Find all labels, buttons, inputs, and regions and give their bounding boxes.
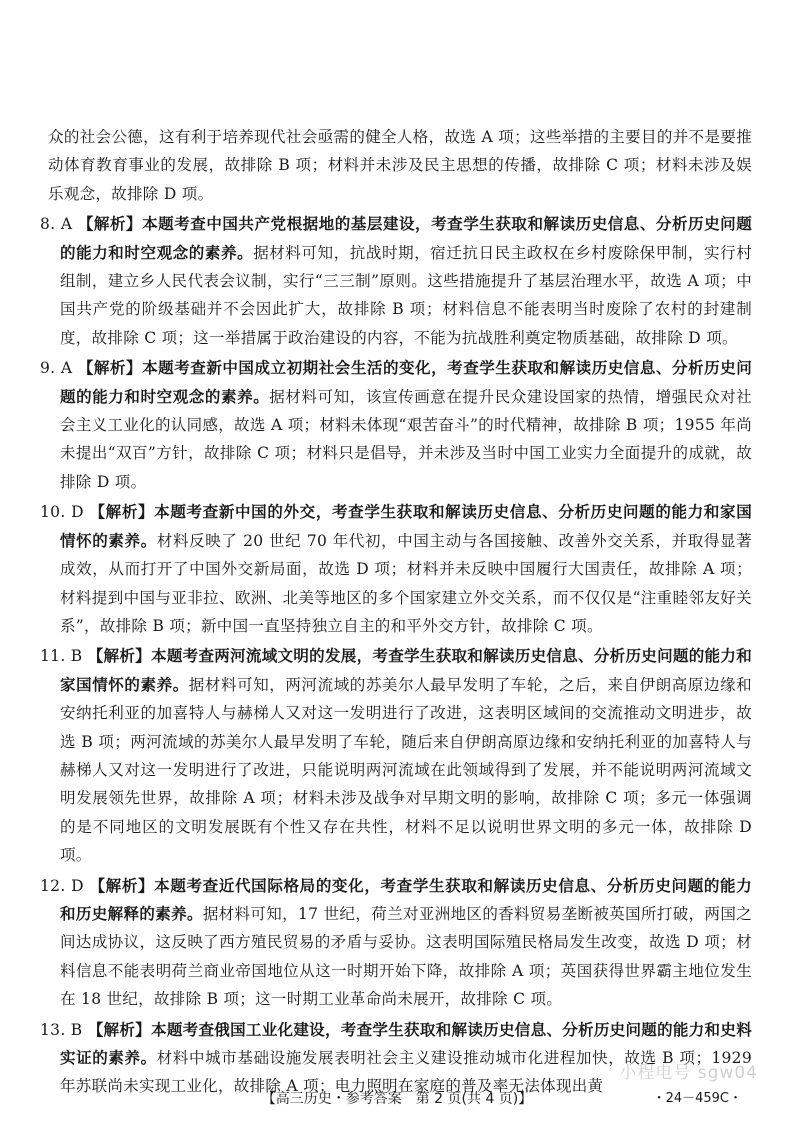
- analysis-tag: 【解析】: [87, 646, 151, 666]
- analysis-tag: 【解析】: [89, 502, 155, 522]
- watermark-text: 小程电号 sgw04: [619, 1063, 758, 1083]
- answer-item-11: [40, 642, 752, 869]
- analysis-lead: 本题考查近代国际格局的变化，考查学生获取和解读历史信息、分析历史问题的能力和历史解释的素养。: [60, 875, 752, 923]
- answer-number: 11. B: [40, 647, 83, 666]
- analysis-lead: 本题考查两河流域文明的发展，考查学生获取和解读历史信息、分析历史问题的能力和家国情怀的素养。: [60, 646, 752, 694]
- analysis-tag: 【解析】: [87, 1019, 151, 1039]
- analysis-lead: 本题考查中国共产党根据地的基层建设，考查学生获取和解读历史信息、分析历史问题的能力和时空观念的素养。: [60, 214, 753, 262]
- footer-doc-code: ・24－459C・: [652, 1091, 742, 1106]
- analysis-lead: 本题考查新中国成立初期社会生活的变化，考查学生获取和解读历史信息、分析历史问题的能力和时空观念的素养。: [60, 358, 753, 406]
- analysis-tag: 【解析】: [89, 875, 155, 895]
- analysis-lead: 本题考查俄国工业化建设，考查学生获取和解读历史信息、分析历史问题的能力和史料实证的素养。: [60, 1019, 752, 1067]
- answer-item-12: [40, 872, 752, 1014]
- analysis-text: 据材料可知，两河流域的苏美尔人最早发明了车轮，之后，来自伊朗高原边缘和安纳托利亚的加喜特人与赫梯人又对这一发明进行了改进，这表明区域间的交流推动文明进步，故选 B 项；两河流域的苏美尔人最早发明了车轮，随后来自伊朗高原边缘和安纳托利亚的加喜特人与赫梯人又对这一发明进行了改进，只能说明两河流域在此领域得到了发展，并不能说明两河流域文明发展领先世界，故排除 A 项；材料未涉及战争对早期文明的影响，故排除 C 项；多元一体强调的是不同地区的文明发展既有个性又存在共性，材料不足以说明世界文明的多元一体，故排除 D 项。: [60, 675, 752, 865]
- answer-number: 10. D: [40, 503, 84, 522]
- answer-number: 13. B: [40, 1020, 83, 1039]
- analysis-lead: 本题考查新中国的外交，考查学生获取和解读历史信息、分析历史问题的能力和家国情怀的素养。: [60, 502, 752, 550]
- analysis-tag: 【解析】: [77, 214, 143, 234]
- answer-item-10: [40, 498, 752, 640]
- analysis-text: 据材料可知，抗战时期，宿迁抗日民主政权在乡村废除保甲制，实行村组制，建立乡人民代表会议制，实行“三三制”原则。这些措施提升了基层治理水平，故选 A 项；中国共产党的阶级基础并不会因此扩大，故排除 B 项；材料信息不能表明当时废除了农村的封建制度，故排除 C 项；这一举措属于政治建设的内容，不能为抗战胜利奠定物质基础，故排除 D 项。: [60, 243, 752, 347]
- analysis-text: 材料中城市基础设施发展表明社会主义建设推动城市化进程加快，故选 B 项；1929 年苏联尚未实现工业化，故排除 A 项；电力照明在家庭的普及率无法体现出黄: [60, 1049, 752, 1096]
- answer-number: 8. A: [40, 215, 73, 234]
- intro-paragraph: 众的社会公德，这有利于培养现代社会亟需的健全人格，故选 A 项；这些举措的主要目的并不是要推动体育教育事业的发展，故排除 B 项；材料并未涉及民主思想的传播，故排除 C 项；材料未涉及娱乐观念，故排除 D 项。: [48, 128, 752, 203]
- page-footer: [0, 1085, 794, 1113]
- answer-item-9: [40, 354, 752, 496]
- answer-content: [40, 123, 752, 1101]
- footer-page-info: 【高三历史・参考答案 第 2 页(共 4 页)】: [261, 1091, 533, 1107]
- answer-item-8: [40, 210, 752, 352]
- analysis-tag: 【解析】: [77, 358, 143, 378]
- answer-number: 12. D: [40, 876, 84, 895]
- analysis-text: 材料反映了 20 世纪 70 年代初，中国主动与各国接触、改善外交关系，并取得显著成效，从而打开了中国外交新局面，故选 D 项；材料并未反映中国履行大国责任，故排除 A 项；材料提到中国与亚非拉、欧洲、北美等地区的多个国家建立外交关系，而不仅仅是“注重睦邻友好关系”，故排除 B 项；新中国一直坚持独立自主的和平外交方针，故排除 C 项。: [60, 531, 752, 635]
- analysis-text: 据材料可知，该宣传画意在提升民众建设国家的热情，增强民众对社会主义工业化的认同感，故选 A 项；材料未体现“艰苦奋斗”的时代精神，故排除 B 项；1955 年尚未提出“双百”方针，故排除 C 项；材料只是倡导，并未涉及当时中国工业实力全面提升的成就，故排除 D 项。: [60, 387, 752, 491]
- answer-number: 9. A: [40, 359, 73, 378]
- analysis-text: 据材料可知，17 世纪，荷兰对亚洲地区的香料贸易垄断被英国所打破，两国之间达成协议，这反映了西方殖民贸易的矛盾与妥协。这表明国际殖民格局发生改变，故选 D 项；材料信息不能表明荷兰商业帝国地位从这一时期开始下降，故排除 A 项；英国获得世界霸主地位发生在 18 世纪，故排除 B 项；这一时期工业革命尚未展开，故排除 C 项。: [60, 904, 752, 1009]
